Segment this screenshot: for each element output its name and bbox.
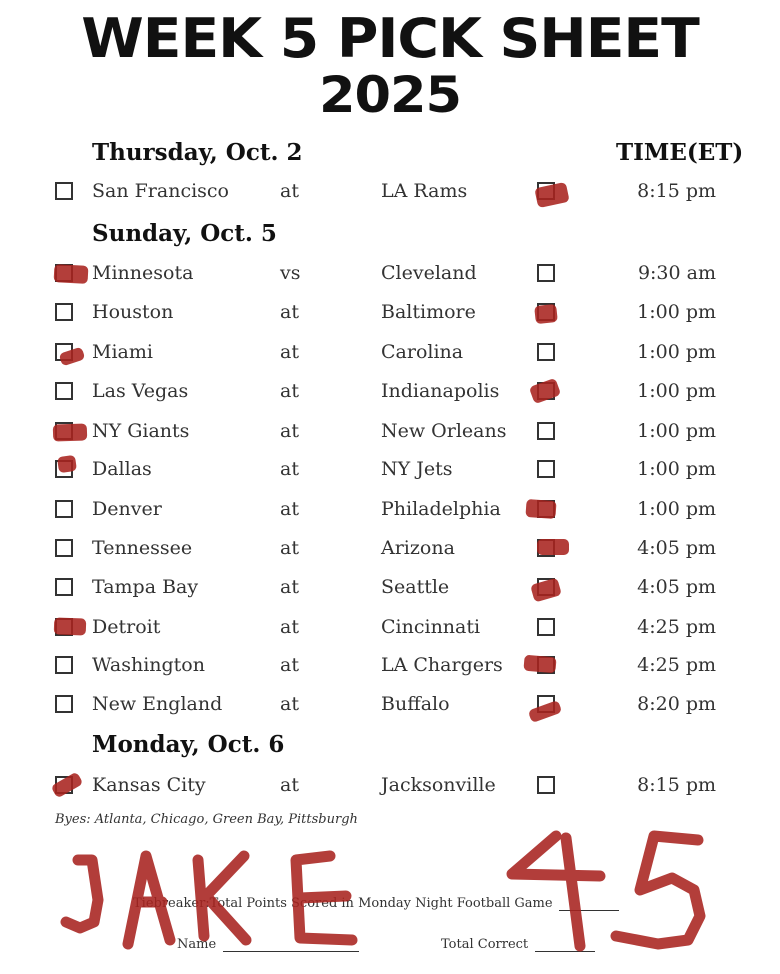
game-row [0,574,780,606]
away-team: Denver [92,498,162,520]
matchup-separator: at [280,341,299,363]
home-team: Indianapolis [381,380,500,402]
home-team: Cleveland [381,262,477,284]
pick-checkbox-away[interactable] [55,182,73,200]
pick-mark [54,617,87,635]
handwritten-digit-4 [512,836,600,946]
day-header-thursday: Thursday, Oct. 2 [92,139,303,166]
game-time: 4:05 pm [637,537,716,559]
game-row [0,260,780,292]
sheet-year: 2025 [319,66,461,124]
game-row [0,299,780,331]
byes-note: Byes: Atlanta, Chicago, Green Bay, Pittsburgh [55,812,358,827]
away-team: Miami [92,341,153,363]
game-time: 1:00 pm [637,458,716,480]
pick-mark [523,655,556,674]
name-line [177,937,359,952]
game-row [0,339,780,371]
matchup-separator: at [280,458,299,480]
day-header-monday: Monday, Oct. 6 [92,731,285,758]
handwritten-digit-5 [616,836,700,944]
total-correct-label: Total Correct [441,937,529,952]
pick-checkbox-away[interactable] [55,539,73,557]
pick-checkbox-home[interactable] [537,460,555,478]
matchup-separator: at [280,693,299,715]
pick-checkbox-away[interactable] [55,578,73,596]
matchup-separator: at [280,537,299,559]
game-time: 1:00 pm [637,301,716,323]
pick-mark [525,499,556,519]
name-label: Name [177,937,217,952]
matchup-separator: at [280,180,299,202]
pick-checkbox-home[interactable] [537,618,555,636]
game-row [0,178,780,210]
pick-mark [54,264,89,284]
game-time: 1:00 pm [637,341,716,363]
away-team: Dallas [92,458,152,480]
home-team: Baltimore [381,301,476,323]
total-correct-line [441,937,595,952]
game-time: 4:25 pm [637,616,716,638]
game-row [0,535,780,567]
pick-mark [53,423,88,441]
game-row [0,496,780,528]
away-team: Kansas City [92,774,206,796]
home-team: Carolina [381,341,464,363]
game-row [0,772,780,804]
matchup-separator: at [280,616,299,638]
game-time: 1:00 pm [637,420,716,442]
away-team: Houston [92,301,174,323]
pick-mark [534,304,558,324]
pick-mark [57,455,77,473]
game-time: 8:20 pm [637,693,716,715]
pick-checkbox-away[interactable] [55,303,73,321]
handwritten-letter-j [66,860,98,928]
away-team: Tennessee [92,537,193,559]
game-time: 8:15 pm [637,774,716,796]
tiebreaker-line [133,896,619,911]
game-row [0,456,780,488]
time-header: TIME(ET) [616,139,744,166]
day-header-sunday: Sunday, Oct. 5 [92,220,277,247]
matchup-separator: at [280,576,299,598]
game-row [0,652,780,684]
game-row [0,378,780,410]
game-row [0,691,780,723]
home-team: Arizona [381,537,455,559]
home-team: LA Rams [381,180,468,202]
pick-checkbox-home[interactable] [537,422,555,440]
home-team: LA Chargers [381,654,503,676]
pick-checkbox-home[interactable] [537,264,555,282]
home-team: Cincinnati [381,616,481,638]
pick-mark [537,539,569,555]
pick-checkbox-away[interactable] [55,500,73,518]
name-blank[interactable] [223,951,359,952]
away-team: Detroit [92,616,161,638]
game-time: 4:05 pm [637,576,716,598]
pick-checkbox-away[interactable] [55,695,73,713]
away-team: Minnesota [92,262,194,284]
matchup-separator: at [280,774,299,796]
matchup-separator: at [280,420,299,442]
tiebreaker-label: Tiebreaker:Total Points Scored in Monday Night Football Game [133,896,553,911]
pick-checkbox-away[interactable] [55,382,73,400]
home-team: New Orleans [381,420,507,442]
game-time: 1:00 pm [637,380,716,402]
game-row [0,614,780,646]
home-team: NY Jets [381,458,453,480]
away-team: New England [92,693,223,715]
home-team: Seattle [381,576,450,598]
matchup-separator: vs [280,262,301,284]
tiebreaker-blank[interactable] [559,910,619,911]
game-row [0,418,780,450]
away-team: NY Giants [92,420,190,442]
away-team: Tampa Bay [92,576,199,598]
sheet-title: WEEK 5 PICK SHEET [81,7,699,70]
pick-checkbox-away[interactable] [55,656,73,674]
matchup-separator: at [280,380,299,402]
home-team: Philadelphia [381,498,501,520]
game-time: 4:25 pm [637,654,716,676]
matchup-separator: at [280,301,299,323]
total-correct-blank[interactable] [535,951,595,952]
matchup-separator: at [280,498,299,520]
matchup-separator: at [280,654,299,676]
away-team: Las Vegas [92,380,189,402]
home-team: Jacksonville [381,774,496,796]
game-time: 1:00 pm [637,498,716,520]
pick-checkbox-home[interactable] [537,343,555,361]
away-team: Washington [92,654,205,676]
game-time: 9:30 am [637,262,716,284]
away-team: San Francisco [92,180,229,202]
home-team: Buffalo [381,693,450,715]
pick-checkbox-home[interactable] [537,776,555,794]
game-time: 8:15 pm [637,180,716,202]
